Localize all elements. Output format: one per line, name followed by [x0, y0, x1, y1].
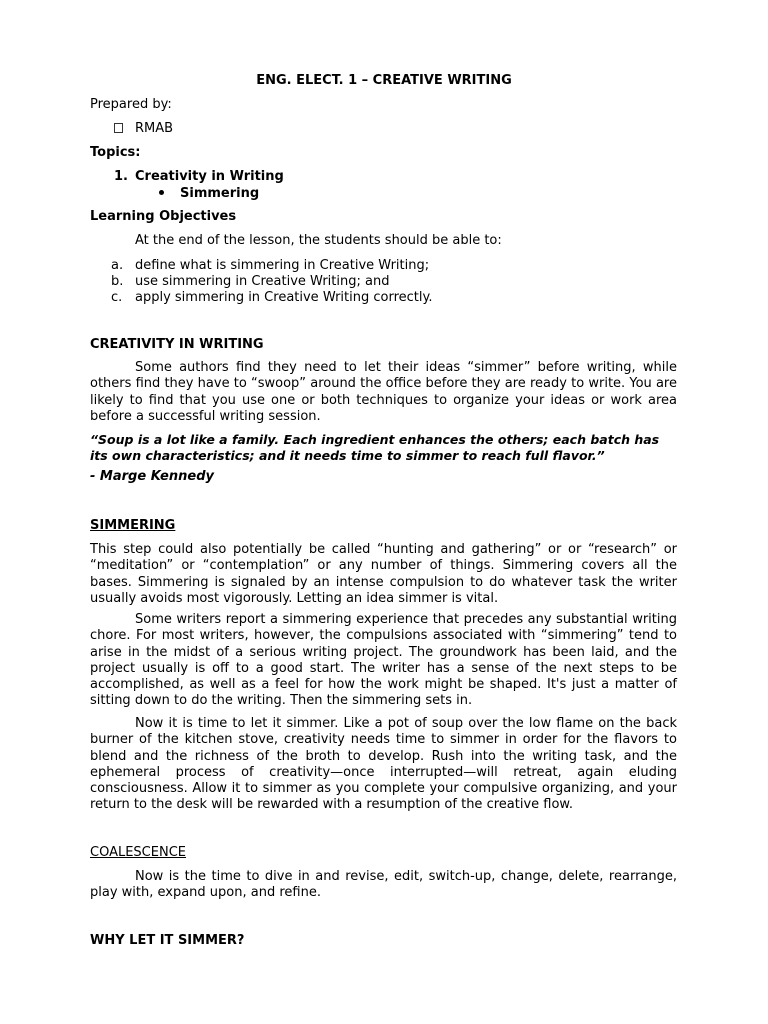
square-bullet-icon	[114, 123, 123, 133]
topic-number: 1.	[114, 169, 128, 184]
simmering-paragraph: This step could also potentially be called “hunting and gathering” or or “research” or “meditation” or “contemplation” or any number of things. Simmering covers all the bases. Simmering is signaled by an intense compulsion to do whatever task the writer usually avoids most vigorously. Letting an idea simmer is vital.	[90, 542, 677, 606]
objective-marker: b.	[111, 274, 124, 289]
subtopic-bullet	[159, 186, 164, 202]
topics-label: Topics:	[90, 145, 141, 160]
coalescence-heading: COALESCENCE	[90, 845, 186, 860]
author-line	[114, 121, 123, 137]
objective-item: use simmering in Creative Writing; and	[135, 274, 390, 289]
quote-attribution: - Marge Kennedy	[90, 469, 214, 484]
subtopic-title: Simmering	[180, 186, 260, 201]
simmering-heading: SIMMERING	[90, 518, 176, 533]
quote-text: “Soup is a lot like a family. Each ingredient enhances the others; each batch has its own characteristics; and it needs time to simmer to reach full flavor.”	[90, 432, 660, 463]
why-heading: WHY LET IT SIMMER?	[90, 933, 245, 948]
prepared-by-label: Prepared by:	[90, 97, 172, 112]
document-title: ENG. ELECT. 1 – CREATIVE WRITING	[256, 73, 512, 88]
coalescence-paragraph: Now is the time to dive in and revise, edit, switch-up, change, delete, rearrange, play with, expand upon, and refine.	[90, 869, 677, 901]
topic-title: Creativity in Writing	[135, 169, 284, 184]
objectives-intro: At the end of the lesson, the students should be able to:	[135, 233, 502, 248]
creativity-heading: CREATIVITY IN WRITING	[90, 337, 264, 352]
simmering-paragraph: Some writers report a simmering experience that precedes any substantial writing chore. For most writers, however, the compulsions associated with “simmering” tend to arise in the midst of a serious writing project. The groundwork has been laid, and the project usually is off to a good start. The writer has a sense of the next steps to be accomplished, as well as a feel for how the work might be shaped. It's just a matter of sitting down to do the writing. Then the simmering sets in.	[90, 612, 677, 709]
objective-marker: a.	[111, 258, 124, 273]
round-bullet-icon	[159, 190, 164, 195]
objective-item: apply simmering in Creative Writing correctly.	[135, 290, 433, 305]
objective-item: define what is simmering in Creative Writing;	[135, 258, 430, 273]
author-name: RMAB	[135, 121, 174, 136]
objective-marker: c.	[111, 290, 123, 305]
creativity-paragraph: Some authors find they need to let their ideas “simmer” before writing, while others find they have to “swoop” around the office before they are ready to write. You are likely to find that you use one or both techniques to organize your ideas or work area before a successful writing session.	[90, 360, 677, 424]
simmering-paragraph: Now it is time to let it simmer. Like a pot of soup over the low flame on the back burner of the kitchen stove, creativity needs time to simmer in order for the flavors to blend and the richness of the broth to develop. Rush into the writing task, and the ephemeral process of creativity—once interrupted—will retreat, again eluding consciousness. Allow it to simmer as you complete your compulsive organizing, and your return to the desk will be rewarded with a resumption of the creative flow.	[90, 716, 677, 813]
objectives-label: Learning Objectives	[90, 209, 237, 224]
